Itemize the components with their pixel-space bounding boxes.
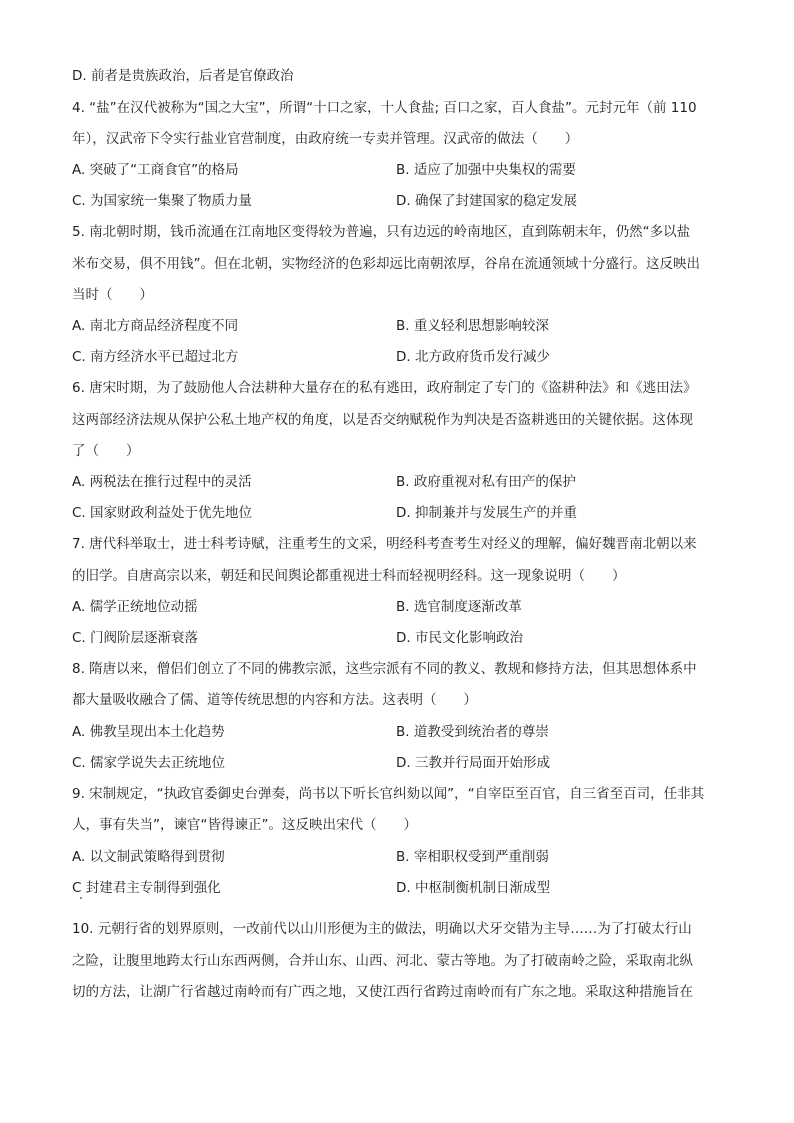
q7-option-b: B. 选官制度逐渐改革 [396,599,522,615]
q8-option-d: D. 三教并行局面开始形成 [396,755,550,771]
q7-option-c: C. 门阀阶层逐渐衰落 [72,630,199,646]
q5-stem-line-3: 当时（ ） [72,287,153,303]
q8-option-b: B. 道教受到统治者的尊崇 [396,724,549,740]
q7-option-a: A. 儒学正统地位动摇 [72,599,198,615]
q6-option-a: A. 两税法在推行过程中的灵活 [72,474,252,490]
q5-option-a: A. 南北方商品经济程度不同 [72,318,239,334]
q4-option-c: C. 为国家统一集聚了物质力量 [72,193,253,209]
q7-stem-line-2: 的旧学。自唐高宗以来，朝廷和民间舆论都重视进士科而轻视明经科。这一现象说明（ ） [72,568,626,584]
q4-stem-line-1: 4. “盐”在汉代被称为“国之大宝”，所谓“十口之家，十人食盐; 百口之家，百人食盐”。元封元年（前 110 [72,100,697,116]
q6-option-c: C. 国家财政利益处于优先地位 [72,505,253,521]
q9-option-d: D. 中枢制衡机制日渐成型 [396,880,550,896]
q9-option-b: B. 宰相职权受到严重削弱 [396,849,549,865]
q5-option-c: C. 南方经济水平已超过北方 [72,349,239,365]
q7-stem-line-1: 7. 唐代科举取士，进士科考诗赋，注重考生的文采，明经科考查考生对经义的理解，偏好魏晋南北朝以来 [72,536,697,552]
q9-option-a: A. 以文制武策略得到贯彻 [72,849,225,865]
q6-option-d: D. 抑制兼并与发展生产的并重 [396,505,577,521]
q8-stem-line-2: 都大量吸收融合了儒、道等传统思想的内容和方法。这表明（ ） [72,692,477,708]
q6-stem-line-3: 了（ ） [72,443,140,459]
q4-option-b: B. 适应了加强中央集权的需要 [396,162,576,178]
q7-option-d: D. 市民文化影响政治 [396,630,523,646]
q9-stem-line-1: 9. 宋制规定，“执政官委御史台弹奏，尚书以下听长官纠劾以闻”，“自宰臣至百官，自三省至百司，任非其 [72,786,705,802]
q10-stem-line-1: 10. 元朝行省的划界原则，一改前代以山川形便为主的做法，明确以犬牙交错为主导……为了打破太行山 [72,921,692,937]
q9-option-c: C 封建君主专制得到强化 [72,880,221,896]
q5-option-b: B. 重义轻利思想影响较深 [396,318,549,334]
q4-stem-line-2: 年），汉武帝下令实行盐业官营制度，由政府统一专卖并管理。汉武帝的做法（ ） [72,131,579,147]
q5-stem-line-2: 米布交易，俱不用钱”。但在北朝，实物经济的色彩却远比南朝浓厚，谷帛在流通领域十分盛行。这反映出 [72,256,700,272]
q4-option-a: A. 突破了“工商食官”的格局 [72,162,239,178]
q10-stem-line-3: 切的方法，让湖广行省越过南岭而有广西之地，又使江西行省跨过南岭而有广东之地。采取这种措施旨在 [72,984,693,1000]
q6-stem-line-1: 6. 唐宋时期，为了鼓励他人合法耕种大量存在的私有逃田，政府制定了专门的《盗耕种法》和《逃田法》 [72,380,697,396]
q8-option-a: A. 佛教呈现出本土化趋势 [72,724,225,740]
q8-option-c: C. 儒家学说失去正统地位 [72,755,226,771]
q4-option-d: D. 确保了封建国家的稳定发展 [396,193,577,209]
q6-option-b: B. 政府重视对私有田产的保护 [396,474,576,490]
stray-dot-mark [80,897,82,899]
q6-stem-line-2: 这两部经济法规从保护公私土地产权的角度，以是否交纳赋税作为判决是否盗耕逃田的关键依据。这体现 [72,412,693,428]
q5-stem-line-1: 5. 南北朝时期，钱币流通在江南地区变得较为普遍，只有边远的岭南地区，直到陈朝末年，仍然“多以盐 [72,224,691,240]
q10-stem-line-2: 之险，让腹里地跨太行山东西两侧，合并山东、山西、河北、蒙古等地。为了打破南岭之险，采取南北纵 [72,953,693,969]
q9-stem-line-2: 人，事有失当”，谏官“皆得谏正”。这反映出宋代（ ） [72,817,417,833]
q8-stem-line-1: 8. 隋唐以来，僧侣们创立了不同的佛教宗派，这些宗派有不同的教义、教规和修持方法，但其思想体系中 [72,661,697,677]
q5-option-d: D. 北方政府货币发行减少 [396,349,550,365]
q3-option-d: D. 前者是贵族政治，后者是官僚政治 [72,68,294,84]
